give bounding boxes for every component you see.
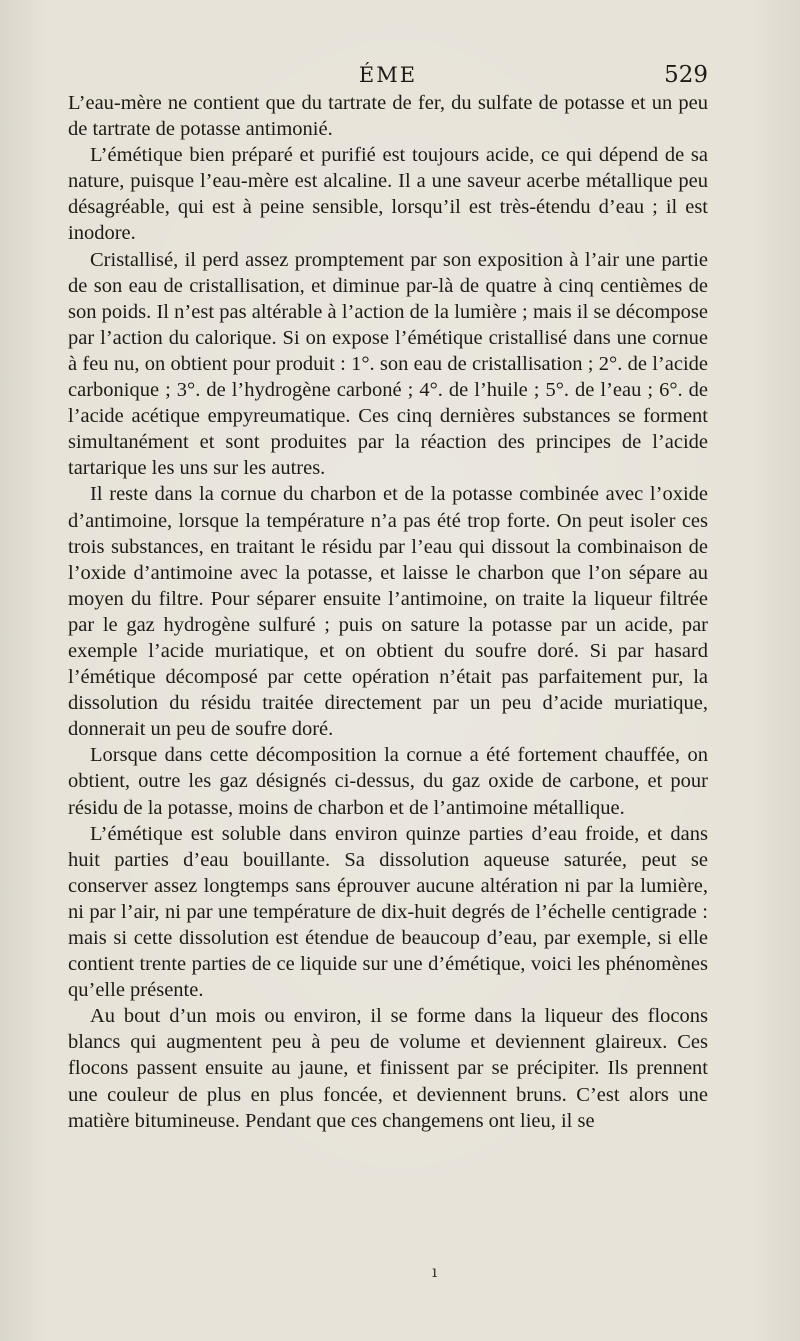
paragraph: Lorsque dans cette décomposition la cornue a été fortement chauffée, on obtient, outre les gaz désignés ci-dessus, du gaz oxide de carbone, et pour résidu de la potasse, moins de charbon et de l’antimoine métallique. xyxy=(68,744,708,819)
page-number: 529 xyxy=(664,62,708,88)
paragraph: L’émétique bien préparé et purifié est toujours acide, ce qui dépend de sa nature, puisque l’eau-mère est alcaline. Il a une saveur acerbe métallique peu désagréable, qui est à peine sensible, lorsqu’il est très-étendu d’eau ; il est inodore. xyxy=(68,144,708,245)
paragraph: L’émétique est soluble dans environ quinze parties d’eau froide, et dans huit parties d’eau bouillante. Sa dissolution aqueuse saturée, peut se conserver assez longtemps sans éprouver aucune altération ni par la lumière, ni par l’air, ni par une température de dix-huit degrés de l’échelle centigrade : mais si cette dissolution est étendue de beaucoup d’eau, par exemple, si elle contient trente parties de ce liquide sur une d’émétique, voici les phénomènes qu’elle présente. xyxy=(68,822,708,1002)
paragraph: Cristallisé, il perd assez promptement par son exposition à l’air une partie de son eau de cristallisation, et diminue par-là de quatre à cinq centièmes de son poids. Il n’est pas altérable à l’action de la lumière ; mais il se décompose par l’action du calorique. Si on expose l’émétique cristallisé dans une cornue à feu nu, on obtient pour produit : 1°. son eau de cristallisation ; 2°. de l’acide carbonique ; 3°. de l’hydrogène carboné ; 4°. de l’huile ; 5°. de l’eau ; 6°. de l’acide acétique empyreumatique. Ces cinq dernières substances se forment simultanément et sont produites par la réaction des principes de l’acide tartarique les uns sur les autres. xyxy=(68,248,708,480)
page-header xyxy=(68,60,708,94)
paragraph: L’eau-mère ne contient que du tartrate de fer, du sulfate de potasse et un peu de tartrate de potasse antimonié. xyxy=(68,92,708,141)
running-head: ÉME xyxy=(358,63,418,87)
footer-mark: ı xyxy=(432,1262,438,1281)
paragraph: Il reste dans la cornue du charbon et de la potasse combinée avec l’oxide d’antimoine, lorsque la température n’a pas été trop forte. On peut isoler ces trois substances, en traitant le résidu par l’eau qui dissout la combinaison de l’oxide d’antimoine avec la potasse, et laisse le charbon que l’on sépare au moyen du filtre. Pour séparer ensuite l’antimoine, on traite la liqueur filtrée par le gaz hydrogène sulfuré ; puis on sature la potasse par un acide, par exemple l’acide muriatique, et on obtient du soufre doré. Si par hasard l’émétique décomposé par cette opération n’était pas parfaitement pur, la dissolution du résidu traitée directement par un peu d’acide muriatique, donnerait un peu de soufre doré. xyxy=(68,483,708,741)
body-text xyxy=(68,90,708,1134)
paragraph: Au bout d’un mois ou environ, il se forme dans la liqueur des flocons blancs qui augmentent peu à peu de volume et deviennent glaireux. Ces flocons passent ensuite au jaune, et finissent par se précipiter. Ils prennent une couleur de plus en plus foncée, et deviennent bruns. C’est alors une matière bitumineuse. Pendant que ces changemens ont lieu, il se xyxy=(68,1005,708,1132)
